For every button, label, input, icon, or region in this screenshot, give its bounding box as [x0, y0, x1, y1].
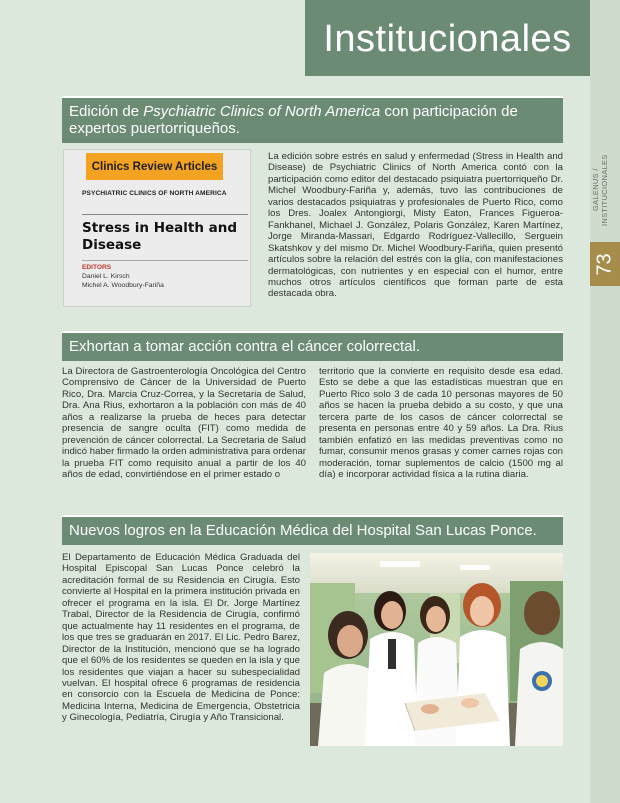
cover-divider — [82, 260, 248, 261]
cover-badge: Clinics Review Articles — [86, 153, 223, 180]
cover-divider — [82, 214, 248, 215]
heading-text-post: con participación de expertos puertorriqueños. — [69, 103, 518, 137]
book-cover — [63, 149, 251, 307]
cover-editors-label: EDITORS — [82, 264, 112, 271]
page-number: 73 — [593, 252, 616, 276]
cover-editor: Michel A. Woodbury-Fariña — [82, 282, 164, 289]
cover-editor: Daniel L. Kirsch — [82, 273, 130, 280]
cover-journal-name: PSYCHIATRIC CLINICS OF NORTH AMERICA — [82, 190, 227, 197]
section-heading-san-lucas: Nuevos logros en la Educación Médica del Hospital San Lucas Ponce. — [62, 515, 563, 545]
article-text-psychiatric-clinics: La edición sobre estrés en salud y enfermedad (Stress in Health and Disease) de Psychiatric Clinics of North America contó con la participación como editor del destacado psiquiatra puertorriqueño Dr. Michel Woodbury-Fariña y, además, tuvo las contribuciones de varios destacados psiquiatras y profesionales de Puerto Rico, como los Dres. Joalex Antongiorgi, Misty Eaton, Frances Figueroa-Fankhanel, Michael J. González, Polaris González, Karen Martínez, Jorge Miranda-Massari, Edgardo Rodríguez-Vallecillo, Serguein Skatshkov y del mismo Dr. Michel Woodbury-Fariña, quien presentó artículos sobre la relación del estrés con la glía, con manifestaciones dermatológicas, con nutrientes y en especial con el humor, entre muchos otros artículos científicos que forman parte de esta destacada obra. — [268, 151, 563, 300]
section-heading-psychiatric-clinics — [62, 96, 563, 143]
page-number-box — [590, 242, 620, 286]
heading-text-pre: Edición de — [69, 103, 144, 120]
article-text-san-lucas: El Departamento de Educación Médica Graduada del Hospital Episcopal San Lucas Ponce celebró la acreditación formal de su Residencia en Cirugía. Esto convierte al Hospital en la primera institución privada en ofrecer el programa en la isla. El Dr. Jorge Martínez Trabal, Director de la Residencia de Cirugía, confirmó que actualmente hay 11 residentes en el programa, de los que tres se graduarán en 2017. El Lic. Pedro Barez, Director de la Institución, mencionó que se ha logrado que el 60% de los residentes se queden en la isla y que los residentes que viajan a hacer su subespecialidad vuelvan. El hospital ofrece 6 programas de residencia en consorcio con la Escuela de Medicina de Ponce: Medicina Interna, Medicina de Emergencia, Obstetricia y Ginecología, Pediatría, Cirugía y Año Transicional. — [62, 552, 300, 724]
header-band — [305, 0, 590, 76]
article-text-cancer-col1: La Directora de Gastroenterología Oncológica del Centro Comprensivo de Cáncer de la Universidad de Puerto Rico, Dra. Marcia Cruz-Correa, y la Secretaria de Salud, Dra. Ana Rius, exhortaron a la población con más de 40 años a realizarse la prueba de heces para detectar presencia de sangre oculta (FIT) como medida de prevención de cáncer colorrectal. La Secretaria de Salud indicó haber firmado la orden administrativa para ordenar la prueba FIT como requisito anual a partir de los 40 años de edad, convirtiéndose en el primer estado o — [62, 366, 306, 481]
heading-text-journal: Psychiatric Clinics of North America — [143, 103, 381, 120]
cover-title: Stress in Health and Disease — [82, 220, 238, 253]
side-strip — [590, 0, 620, 803]
residents-photo-illustration — [310, 553, 563, 746]
article-text-cancer-col2: territorio que la convierte en requisito desde esa edad. Esto se debe a que las estadísticas muestran que en Puerto Rico solo 3 de cada 10 personas mayores de 50 años se hacen la prueba debido a su costo, y que una tercera parte de los casos de cáncer colorrectal se presenta en personas entre 40 y 59 años. La Dra. Rius también enfatizó en las medidas preventivas como no fumar, consumir menos grasas y comer carnes rojas con moderación, tomar suplementos de calcio (1500 mg al día) e incorporar actividad física a la rutina diaria. — [319, 366, 563, 481]
section-side-label: GALENUS / INSTITUCIONALES — [591, 154, 609, 226]
residents-photo — [310, 553, 563, 746]
page-title: Institucionales — [323, 18, 572, 60]
section-heading-cancer-colorrectal: Exhortan a tomar acción contra el cáncer colorrectal. — [62, 331, 563, 361]
